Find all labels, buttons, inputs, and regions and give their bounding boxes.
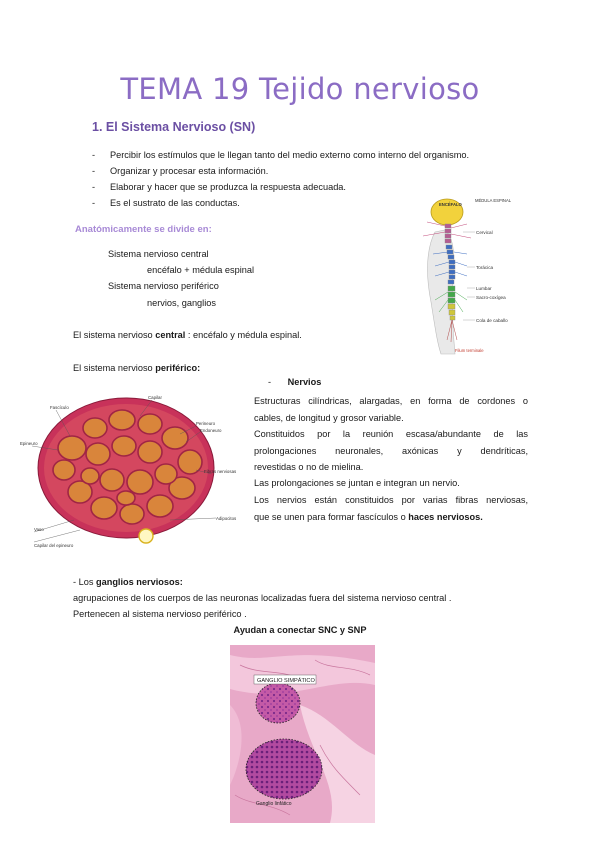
bullet-text: Es el sustrato de las conductas. bbox=[110, 198, 240, 208]
nervios-dash: - bbox=[268, 377, 272, 387]
nervios-heading bbox=[268, 377, 321, 387]
label-ganglio-linfatico: Ganglio linfático bbox=[256, 801, 292, 807]
label-filum: Filum terminale bbox=[455, 348, 484, 353]
sentence-bold: periférico: bbox=[155, 363, 201, 373]
sentence-prefix: El sistema nervioso bbox=[73, 330, 156, 340]
paragraph-line: Los nervios están constituidos por varias fibras nerviosas, bbox=[254, 495, 528, 505]
ganglios-caption: Ayudan a conectar SNC y SNP bbox=[233, 625, 367, 635]
section-heading: 1. El Sistema Nervioso (SN) bbox=[92, 120, 256, 134]
paragraph-line bbox=[254, 509, 528, 526]
label-perineuro: Perineuro bbox=[196, 421, 216, 426]
paragraph-line: Las prolongaciones se juntan e integran un nervio. bbox=[254, 478, 460, 488]
label-vaso: Vaso bbox=[34, 527, 44, 532]
bullet-text: Percibir los estímulos que le llegan tanto del medio externo como interno del organismo. bbox=[110, 150, 470, 160]
ganglios-heading bbox=[73, 577, 183, 587]
bullet-text: Organizar y procesar esta información. bbox=[110, 166, 269, 176]
central-parts: encéfalo + médula espinal bbox=[147, 265, 255, 275]
label-epineuro: Epineuro bbox=[20, 441, 38, 446]
label-fasciculo: Fascículo bbox=[50, 405, 69, 410]
label-fibras: Fibras nerviosas bbox=[204, 469, 237, 474]
paragraph-line: cables, de longitud y grosor variable. bbox=[254, 412, 404, 423]
nerve-cross-section-figure bbox=[20, 390, 242, 552]
paragraph-line: revestidas o no de mielina. bbox=[254, 462, 364, 472]
nervios-paragraph-1 bbox=[254, 393, 528, 426]
nervios-paragraph-4 bbox=[254, 492, 528, 525]
peripheral-parts: nervios, ganglios bbox=[147, 298, 216, 308]
label-endoneuro: Endoneuro bbox=[200, 428, 222, 433]
ganglion-histology-figure bbox=[230, 645, 375, 823]
paragraph-line: Constituidos por la reunión escasa/abundante de las bbox=[254, 429, 528, 439]
label-capilar-epineuro: Capilar del epineuro bbox=[34, 543, 74, 548]
page-title: TEMA 19 Tejido nervioso bbox=[120, 72, 480, 106]
nervios-title: Nervios bbox=[287, 377, 322, 387]
label-cervical: Cervical bbox=[476, 230, 493, 235]
sentence-suffix: : encéfalo y médula espinal. bbox=[185, 330, 302, 340]
line-bold: haces nerviosos. bbox=[408, 511, 483, 522]
bullet-text: Elaborar y hacer que se produzca la respuesta adecuada. bbox=[110, 182, 346, 192]
central-sentence bbox=[73, 330, 302, 340]
paragraph-line: prolongaciones neuronales, axónicas y dendríticas, bbox=[254, 445, 528, 456]
bullet-dash: - bbox=[92, 150, 96, 160]
anatomy-heading: Anatómicamente se divide en: bbox=[75, 224, 212, 235]
peripheral-sentence bbox=[73, 363, 200, 373]
central-label: Sistema nervioso central bbox=[108, 249, 209, 259]
heading-bold: ganglios nerviosos: bbox=[95, 577, 183, 587]
peripheral-label: Sistema nervioso periférico bbox=[108, 281, 219, 291]
label-toracica: Torácica bbox=[476, 265, 494, 270]
paragraph-line: Estructuras cilíndricas, alargadas, en forma de cordones o bbox=[254, 396, 528, 406]
label-lumbar: Lumbar bbox=[476, 286, 492, 291]
spine-figure bbox=[405, 192, 525, 358]
label-encefalo: ENCÉFALO bbox=[439, 202, 462, 207]
heading-prefix: - Los bbox=[73, 577, 96, 587]
ganglios-line-1: agrupaciones de los cuerpos de las neuronas localizadas fuera del sistema nervioso central . bbox=[73, 593, 452, 603]
label-capilar: Capilar bbox=[148, 395, 162, 400]
label-sacro: Sacro-coxígea bbox=[476, 295, 506, 300]
bullet-dash: - bbox=[92, 166, 96, 176]
line-prefix: que se unen para formar fascículos o bbox=[254, 511, 409, 522]
bullet-dash: - bbox=[92, 198, 96, 208]
label-medula: MÉDULA ESPINAL bbox=[475, 198, 512, 203]
nervios-paragraph-2 bbox=[254, 426, 528, 476]
bullet-dash: - bbox=[92, 182, 96, 192]
sentence-prefix: El sistema nervioso bbox=[73, 363, 156, 373]
label-ganglio-simpatico: GANGLIO SIMPÁTICO bbox=[257, 678, 315, 684]
label-cola: Cola de caballo bbox=[476, 318, 508, 323]
label-adipocitos: Adipocitos bbox=[216, 516, 237, 521]
ganglios-line-2: Pertenecen al sistema nervioso periférico . bbox=[73, 609, 247, 619]
nervios-paragraph-3 bbox=[254, 475, 528, 492]
sentence-bold: central bbox=[155, 330, 186, 340]
